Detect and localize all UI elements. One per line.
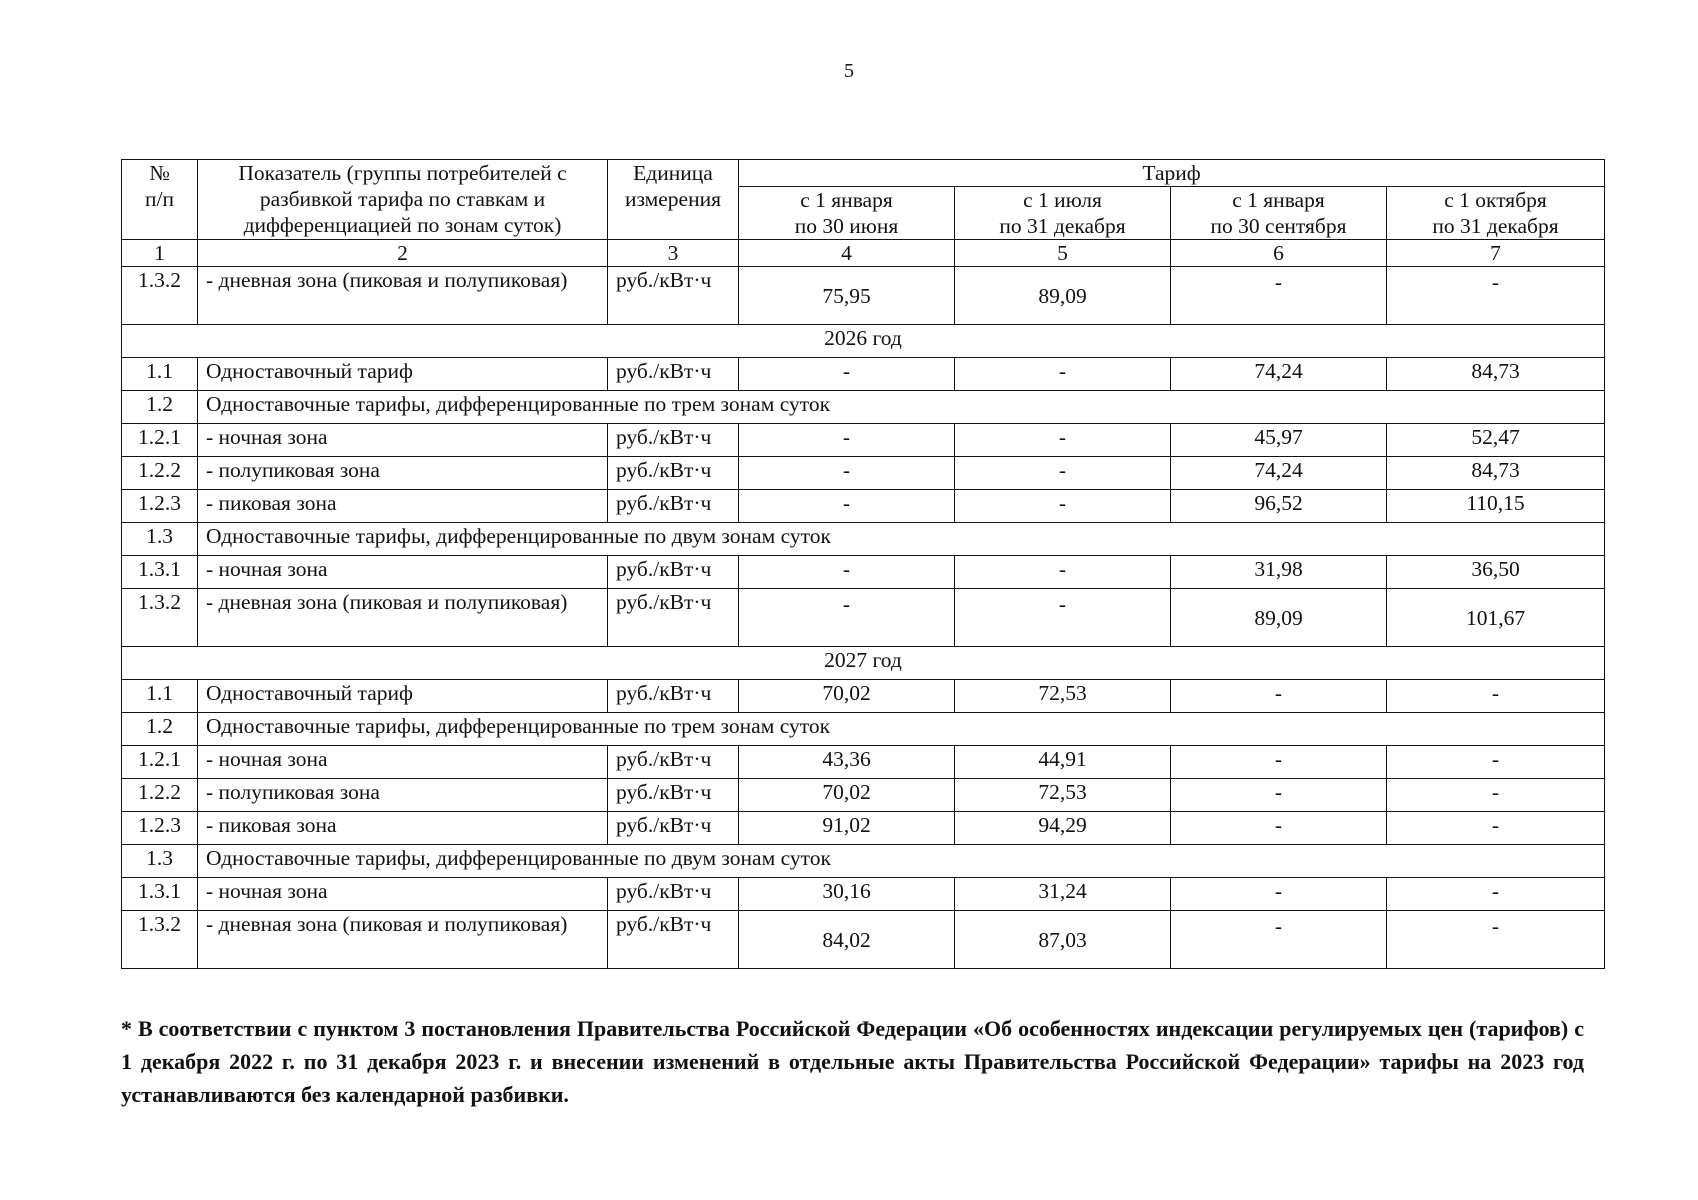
- tariff-value: -: [739, 424, 955, 457]
- section-title: Одноставочные тарифы, дифференцированные по трем зонам суток: [198, 713, 1605, 746]
- column-number: 3: [608, 240, 739, 267]
- tariff-value: 70,02: [739, 779, 955, 812]
- year-label: 2026 год: [122, 325, 1605, 358]
- tariff-value: 44,91: [955, 746, 1171, 779]
- row-unit: руб./кВт·ч: [608, 556, 739, 589]
- tariff-value: -: [739, 490, 955, 523]
- row-unit: руб./кВт·ч: [608, 424, 739, 457]
- column-number: 4: [739, 240, 955, 267]
- tariff-value: 74,24: [1171, 457, 1387, 490]
- tariff-value: 43,36: [739, 746, 955, 779]
- table-row: [122, 779, 1605, 812]
- tariff-value: -: [955, 490, 1171, 523]
- tariff-value: -: [739, 589, 955, 647]
- row-indicator: - дневная зона (пиковая и полупиковая): [198, 911, 608, 969]
- row-number: 1.2.3: [122, 812, 198, 845]
- tariff-value: -: [955, 358, 1171, 391]
- tariff-value: 72,53: [955, 680, 1171, 713]
- row-indicator: Одноставочный тариф: [198, 358, 608, 391]
- column-number: 2: [198, 240, 608, 267]
- section-title: Одноставочные тарифы, дифференцированные по трем зонам суток: [198, 391, 1605, 424]
- tariff-value: 52,47: [1387, 424, 1605, 457]
- year-row: [122, 647, 1605, 680]
- column-number: 6: [1171, 240, 1387, 267]
- tariff-value: 110,15: [1387, 490, 1605, 523]
- tariff-value: -: [1387, 812, 1605, 845]
- row-number: 1.3: [122, 845, 198, 878]
- row-unit: руб./кВт·ч: [608, 812, 739, 845]
- table-body: [122, 267, 1605, 969]
- table-row: [122, 358, 1605, 391]
- tariff-value: -: [1171, 911, 1387, 969]
- column-number: 1: [122, 240, 198, 267]
- section-title: Одноставочные тарифы, дифференцированные по двум зонам суток: [198, 845, 1605, 878]
- tariff-value: 84,73: [1387, 457, 1605, 490]
- row-indicator: - пиковая зона: [198, 490, 608, 523]
- tariff-value: -: [1171, 779, 1387, 812]
- tariff-value: -: [1171, 267, 1387, 325]
- row-indicator: - полупиковая зона: [198, 457, 608, 490]
- row-number: 1.3.2: [122, 267, 198, 325]
- tariff-value: -: [1387, 911, 1605, 969]
- row-number: 1.3: [122, 523, 198, 556]
- tariff-value: 36,50: [1387, 556, 1605, 589]
- column-number: 7: [1387, 240, 1605, 267]
- row-unit: руб./кВт·ч: [608, 878, 739, 911]
- table-row: [122, 556, 1605, 589]
- header-tariff: Тариф: [739, 160, 1605, 187]
- header-period: с 1 октября по 31 декабря: [1387, 187, 1605, 240]
- header-indicator-text: Показатель (группы потребителей с разбивкой тарифа по ставкам и дифференциацией по зонам суток): [238, 161, 567, 237]
- row-number: 1.2.1: [122, 424, 198, 457]
- row-unit: руб./кВт·ч: [608, 680, 739, 713]
- row-number: 1.2.1: [122, 746, 198, 779]
- header-unit-text: Единица измерения: [624, 161, 722, 211]
- tariff-value: -: [739, 358, 955, 391]
- row-unit: руб./кВт·ч: [608, 779, 739, 812]
- tariff-value: 84,73: [1387, 358, 1605, 391]
- tariff-value: -: [1387, 779, 1605, 812]
- table-row: [122, 424, 1605, 457]
- header-indicator: [198, 160, 608, 240]
- header-num: [122, 160, 198, 240]
- tariff-value: -: [955, 589, 1171, 647]
- tariff-value: -: [1387, 878, 1605, 911]
- table-row: [122, 812, 1605, 845]
- tariff-value: 45,97: [1171, 424, 1387, 457]
- tariff-value: 84,02: [739, 911, 955, 969]
- row-number: 1.2: [122, 391, 198, 424]
- table-row: [122, 267, 1605, 325]
- section-row: [122, 391, 1605, 424]
- row-indicator: - дневная зона (пиковая и полупиковая): [198, 267, 608, 325]
- row-indicator: - ночная зона: [198, 878, 608, 911]
- row-indicator: - полупиковая зона: [198, 779, 608, 812]
- row-number: 1.1: [122, 358, 198, 391]
- section-title: Одноставочные тарифы, дифференцированные по двум зонам суток: [198, 523, 1605, 556]
- tariff-value: 91,02: [739, 812, 955, 845]
- page-number: 5: [844, 60, 854, 82]
- tariff-value: 72,53: [955, 779, 1171, 812]
- table-row: [122, 878, 1605, 911]
- tariff-value: 30,16: [739, 878, 955, 911]
- row-unit: руб./кВт·ч: [608, 358, 739, 391]
- tariff-value: -: [955, 424, 1171, 457]
- row-number: 1.2.3: [122, 490, 198, 523]
- table-row: [122, 589, 1605, 647]
- tariff-value: 74,24: [1171, 358, 1387, 391]
- year-label: 2027 год: [122, 647, 1605, 680]
- tariff-value: 89,09: [1171, 589, 1387, 647]
- table-row: [122, 457, 1605, 490]
- tariff-value: -: [739, 556, 955, 589]
- row-unit: руб./кВт·ч: [608, 746, 739, 779]
- row-number: 1.3.2: [122, 911, 198, 969]
- tariff-value: -: [1387, 267, 1605, 325]
- year-row: [122, 325, 1605, 358]
- footnote: * В соответствии с пунктом 3 постановления Правительства Российской Федерации «Об особенностях индексации регулируемых цен (тарифов) с 1 декабря 2022 г. по 31 декабря 2023 г. и внесении изменений в отдельные акты Правительства Российской Федерации» тарифы на 2023 год устанавливаются без календарной разбивки.: [121, 1016, 1584, 1107]
- row-indicator: Одноставочный тариф: [198, 680, 608, 713]
- tariff-value: 31,24: [955, 878, 1171, 911]
- header-num-text: № п/п: [145, 161, 174, 211]
- tariff-value: -: [739, 457, 955, 490]
- tariff-value: -: [1387, 680, 1605, 713]
- tariff-value: -: [1171, 878, 1387, 911]
- tariff-value: -: [1171, 680, 1387, 713]
- row-number: 1.3.2: [122, 589, 198, 647]
- column-number: 5: [955, 240, 1171, 267]
- row-unit: руб./кВт·ч: [608, 911, 739, 969]
- tariff-value: 75,95: [739, 267, 955, 325]
- row-number: 1.2.2: [122, 457, 198, 490]
- table-row: [122, 911, 1605, 969]
- header-period: с 1 января по 30 июня: [739, 187, 955, 240]
- table-row: [122, 680, 1605, 713]
- row-number: 1.3.1: [122, 556, 198, 589]
- tariff-value: 101,67: [1387, 589, 1605, 647]
- tariff-table: [121, 159, 1605, 969]
- row-number: 1.2: [122, 713, 198, 746]
- tariff-value: 96,52: [1171, 490, 1387, 523]
- tariff-value: -: [1171, 812, 1387, 845]
- row-unit: руб./кВт·ч: [608, 490, 739, 523]
- tariff-value: 89,09: [955, 267, 1171, 325]
- table-row: [122, 490, 1605, 523]
- row-indicator: - ночная зона: [198, 424, 608, 457]
- tariff-value: -: [955, 556, 1171, 589]
- row-unit: руб./кВт·ч: [608, 267, 739, 325]
- tariff-value: 94,29: [955, 812, 1171, 845]
- row-indicator: - ночная зона: [198, 556, 608, 589]
- row-unit: руб./кВт·ч: [608, 457, 739, 490]
- row-indicator: - пиковая зона: [198, 812, 608, 845]
- tariff-value: 70,02: [739, 680, 955, 713]
- section-row: [122, 845, 1605, 878]
- row-indicator: - дневная зона (пиковая и полупиковая): [198, 589, 608, 647]
- tariff-value: 31,98: [1171, 556, 1387, 589]
- row-number: 1.3.1: [122, 878, 198, 911]
- tariff-value: -: [1387, 746, 1605, 779]
- row-number: 1.2.2: [122, 779, 198, 812]
- row-number: 1.1: [122, 680, 198, 713]
- section-row: [122, 523, 1605, 556]
- header-period: с 1 июля по 31 декабря: [955, 187, 1171, 240]
- row-unit: руб./кВт·ч: [608, 589, 739, 647]
- tariff-value: -: [955, 457, 1171, 490]
- tariff-value: -: [1171, 746, 1387, 779]
- header-unit: [608, 160, 739, 240]
- header-period: с 1 января по 30 сентября: [1171, 187, 1387, 240]
- tariff-value: 87,03: [955, 911, 1171, 969]
- section-row: [122, 713, 1605, 746]
- row-indicator: - ночная зона: [198, 746, 608, 779]
- table-row: [122, 746, 1605, 779]
